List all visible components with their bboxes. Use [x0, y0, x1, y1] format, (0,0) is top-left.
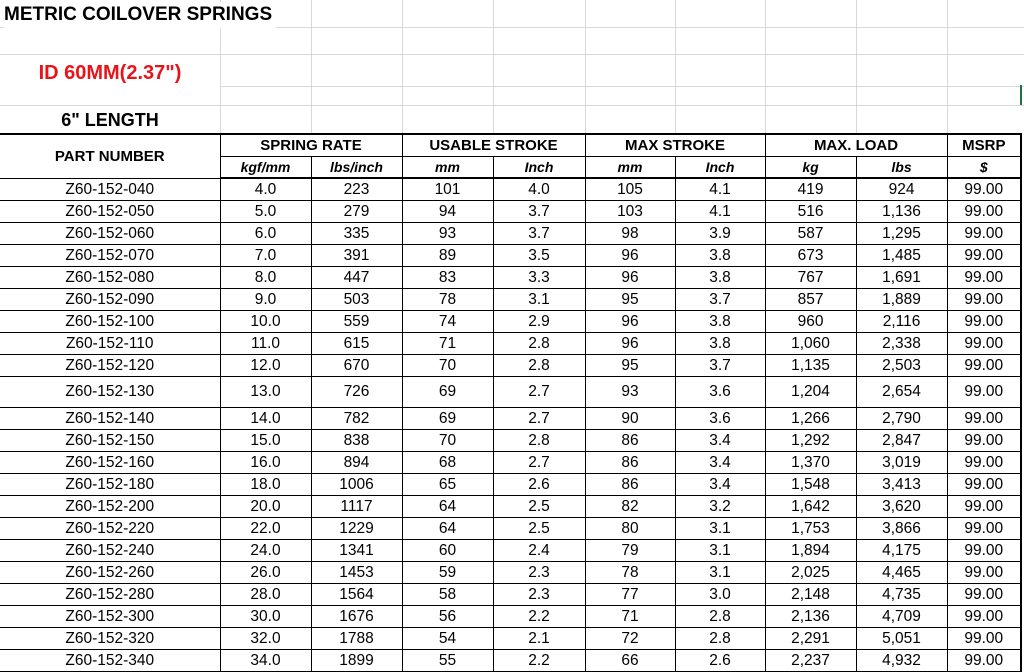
inner-diameter-label: ID 60MM(2.37") — [0, 58, 220, 88]
cell-max-stroke-mm[interactable]: 93 — [585, 377, 675, 408]
cell-max-stroke-mm[interactable]: 79 — [585, 540, 675, 562]
cell-max-load-lbs[interactable]: 3,620 — [856, 496, 947, 518]
cell-max-load-lbs[interactable]: 1,136 — [856, 201, 947, 223]
group-header-row — [0, 134, 1021, 157]
cell-max-stroke-inch[interactable]: 2.8 — [675, 606, 765, 628]
cell-max-load-lbs[interactable]: 2,847 — [856, 430, 947, 452]
cell-max-stroke-mm[interactable]: 98 — [585, 223, 675, 245]
cell-max-stroke-inch[interactable]: 3.8 — [675, 333, 765, 355]
cell-max-stroke-inch[interactable]: 4.1 — [675, 178, 765, 201]
cell-part-number[interactable]: Z60-152-080 — [0, 267, 220, 289]
cell-max-stroke-mm[interactable]: 95 — [585, 355, 675, 377]
cell-max-stroke-inch[interactable]: 4.1 — [675, 201, 765, 223]
cell-usable-stroke-inch[interactable]: 2.2 — [493, 606, 585, 628]
cell-max-load-kg[interactable]: 1,135 — [765, 355, 856, 377]
cell-max-stroke-mm[interactable]: 105 — [585, 178, 675, 201]
cell-usable-stroke-inch[interactable]: 3.3 — [493, 267, 585, 289]
cell-usable-stroke-mm[interactable]: 60 — [402, 540, 493, 562]
cell-spring-rate-lbs[interactable]: 335 — [311, 223, 402, 245]
cell-max-stroke-inch[interactable]: 3.8 — [675, 267, 765, 289]
unit-max-mm[interactable]: mm — [585, 157, 675, 179]
cell-msrp[interactable]: 99.00 — [947, 606, 1021, 628]
table-row — [0, 496, 1021, 518]
header-max-load[interactable]: MAX. LOAD — [765, 134, 947, 157]
cell-max-load-lbs[interactable]: 1,485 — [856, 245, 947, 267]
cell-max-load-kg[interactable]: 2,148 — [765, 584, 856, 606]
cell-part-number[interactable]: Z60-152-050 — [0, 201, 220, 223]
header-usable-stroke[interactable]: USABLE STROKE — [402, 134, 585, 157]
cell-usable-stroke-mm[interactable]: 94 — [402, 201, 493, 223]
table-row — [0, 562, 1021, 584]
cell-msrp[interactable]: 99.00 — [947, 518, 1021, 540]
unit-lbs-inch[interactable]: lbs/inch — [311, 157, 402, 179]
cell-usable-stroke-inch[interactable]: 2.6 — [493, 474, 585, 496]
cell-spring-rate-kgf[interactable]: 7.0 — [220, 245, 311, 267]
cell-spring-rate-lbs[interactable]: 894 — [311, 452, 402, 474]
cell-usable-stroke-mm[interactable]: 65 — [402, 474, 493, 496]
cell-spring-rate-lbs[interactable]: 1117 — [311, 496, 402, 518]
cell-max-load-lbs[interactable]: 2,503 — [856, 355, 947, 377]
cell-usable-stroke-mm[interactable]: 70 — [402, 430, 493, 452]
cell-max-load-lbs[interactable]: 3,866 — [856, 518, 947, 540]
cell-max-load-lbs[interactable]: 4,932 — [856, 650, 947, 672]
cell-usable-stroke-mm[interactable]: 70 — [402, 355, 493, 377]
header-max-stroke[interactable]: MAX STROKE — [585, 134, 765, 157]
table-row — [0, 518, 1021, 540]
cell-max-stroke-inch[interactable]: 3.8 — [675, 311, 765, 333]
cell-max-load-lbs[interactable]: 2,338 — [856, 333, 947, 355]
cell-usable-stroke-inch[interactable]: 2.3 — [493, 562, 585, 584]
cell-msrp[interactable]: 99.00 — [947, 311, 1021, 333]
cell-max-load-kg[interactable]: 2,136 — [765, 606, 856, 628]
table-row — [0, 452, 1021, 474]
table-row — [0, 430, 1021, 452]
cell-usable-stroke-inch[interactable]: 2.4 — [493, 540, 585, 562]
cell-max-stroke-inch[interactable]: 3.9 — [675, 223, 765, 245]
cell-usable-stroke-mm[interactable]: 64 — [402, 496, 493, 518]
cell-spring-rate-lbs[interactable]: 1006 — [311, 474, 402, 496]
spec-table-body — [0, 178, 1021, 672]
cell-max-stroke-mm[interactable]: 82 — [585, 496, 675, 518]
cell-max-stroke-inch[interactable]: 3.1 — [675, 540, 765, 562]
cell-spring-rate-lbs[interactable]: 726 — [311, 377, 402, 408]
cell-part-number[interactable]: Z60-152-260 — [0, 562, 220, 584]
table-row — [0, 223, 1021, 245]
cell-max-load-lbs[interactable]: 4,175 — [856, 540, 947, 562]
cell-spring-rate-kgf[interactable]: 30.0 — [220, 606, 311, 628]
cell-max-stroke-mm[interactable]: 86 — [585, 452, 675, 474]
cell-msrp[interactable]: 99.00 — [947, 650, 1021, 672]
cell-spring-rate-kgf[interactable]: 15.0 — [220, 430, 311, 452]
cell-spring-rate-lbs[interactable]: 503 — [311, 289, 402, 311]
cell-usable-stroke-inch[interactable]: 3.5 — [493, 245, 585, 267]
cell-max-load-kg[interactable]: 1,548 — [765, 474, 856, 496]
sheet-title: METRIC COILOVER SPRINGS — [4, 2, 276, 28]
cell-max-load-lbs[interactable]: 4,465 — [856, 562, 947, 584]
table-row — [0, 267, 1021, 289]
cell-usable-stroke-mm[interactable]: 71 — [402, 333, 493, 355]
cell-max-stroke-inch[interactable]: 2.6 — [675, 650, 765, 672]
cell-part-number[interactable]: Z60-152-150 — [0, 430, 220, 452]
cell-max-load-lbs[interactable]: 3,019 — [856, 452, 947, 474]
table-row — [0, 201, 1021, 223]
cell-usable-stroke-inch[interactable]: 2.5 — [493, 518, 585, 540]
table-row — [0, 606, 1021, 628]
cell-max-stroke-inch[interactable]: 3.6 — [675, 377, 765, 408]
cell-usable-stroke-inch[interactable]: 2.8 — [493, 355, 585, 377]
cell-max-load-lbs[interactable]: 924 — [856, 178, 947, 201]
cell-spring-rate-lbs[interactable]: 1788 — [311, 628, 402, 650]
cell-max-load-lbs[interactable]: 4,709 — [856, 606, 947, 628]
cell-usable-stroke-inch[interactable]: 2.8 — [493, 430, 585, 452]
cell-max-load-kg[interactable]: 857 — [765, 289, 856, 311]
cell-usable-stroke-inch[interactable]: 2.1 — [493, 628, 585, 650]
cell-usable-stroke-mm[interactable]: 69 — [402, 408, 493, 430]
cell-part-number[interactable]: Z60-152-140 — [0, 408, 220, 430]
cell-max-stroke-inch[interactable]: 3.6 — [675, 408, 765, 430]
cell-max-stroke-inch[interactable]: 3.2 — [675, 496, 765, 518]
cell-spring-rate-kgf[interactable]: 12.0 — [220, 355, 311, 377]
unit-load-lbs[interactable]: lbs — [856, 157, 947, 179]
cell-spring-rate-lbs[interactable]: 447 — [311, 267, 402, 289]
cell-part-number[interactable]: Z60-152-200 — [0, 496, 220, 518]
cell-usable-stroke-mm[interactable]: 68 — [402, 452, 493, 474]
gridline — [0, 105, 1024, 106]
cell-usable-stroke-mm[interactable]: 74 — [402, 311, 493, 333]
active-cell-marker[interactable] — [1020, 85, 1024, 105]
cell-max-stroke-mm[interactable]: 71 — [585, 606, 675, 628]
table-row — [0, 289, 1021, 311]
header-spring-rate[interactable]: SPRING RATE — [220, 134, 402, 157]
table-row — [0, 474, 1021, 496]
cell-msrp[interactable]: 99.00 — [947, 496, 1021, 518]
cell-msrp[interactable]: 99.00 — [947, 201, 1021, 223]
cell-spring-rate-lbs[interactable]: 615 — [311, 333, 402, 355]
cell-spring-rate-kgf[interactable]: 32.0 — [220, 628, 311, 650]
cell-part-number[interactable]: Z60-152-100 — [0, 311, 220, 333]
cell-usable-stroke-inch[interactable]: 2.7 — [493, 452, 585, 474]
gridline — [0, 54, 1024, 55]
cell-usable-stroke-mm[interactable]: 83 — [402, 267, 493, 289]
cell-max-load-kg[interactable]: 587 — [765, 223, 856, 245]
cell-part-number[interactable]: Z60-152-320 — [0, 628, 220, 650]
table-row — [0, 408, 1021, 430]
cell-spring-rate-lbs[interactable]: 279 — [311, 201, 402, 223]
table-row — [0, 178, 1021, 201]
cell-max-load-kg[interactable]: 2,237 — [765, 650, 856, 672]
cell-max-load-kg[interactable]: 1,370 — [765, 452, 856, 474]
cell-msrp[interactable]: 99.00 — [947, 377, 1021, 408]
cell-usable-stroke-inch[interactable]: 3.1 — [493, 289, 585, 311]
cell-usable-stroke-inch[interactable]: 2.2 — [493, 650, 585, 672]
cell-max-stroke-mm[interactable]: 96 — [585, 267, 675, 289]
cell-part-number[interactable]: Z60-152-060 — [0, 223, 220, 245]
gridline — [856, 0, 857, 133]
cell-msrp[interactable]: 99.00 — [947, 474, 1021, 496]
cell-spring-rate-kgf[interactable]: 4.0 — [220, 178, 311, 201]
gridline — [402, 0, 403, 133]
cell-usable-stroke-inch[interactable]: 2.7 — [493, 377, 585, 408]
cell-spring-rate-kgf[interactable]: 11.0 — [220, 333, 311, 355]
unit-msrp-dollar[interactable]: $ — [947, 157, 1021, 179]
cell-usable-stroke-inch[interactable]: 2.7 — [493, 408, 585, 430]
cell-max-stroke-inch[interactable]: 3.1 — [675, 562, 765, 584]
cell-usable-stroke-inch[interactable]: 3.7 — [493, 201, 585, 223]
cell-usable-stroke-mm[interactable]: 64 — [402, 518, 493, 540]
cell-msrp[interactable]: 99.00 — [947, 223, 1021, 245]
cell-max-load-lbs[interactable]: 4,735 — [856, 584, 947, 606]
cell-max-stroke-mm[interactable]: 96 — [585, 311, 675, 333]
cell-max-load-lbs[interactable]: 2,654 — [856, 377, 947, 408]
cell-max-stroke-mm[interactable]: 78 — [585, 562, 675, 584]
cell-msrp[interactable]: 99.00 — [947, 408, 1021, 430]
cell-spring-rate-kgf[interactable]: 14.0 — [220, 408, 311, 430]
cell-max-load-lbs[interactable]: 1,295 — [856, 223, 947, 245]
cell-msrp[interactable]: 99.00 — [947, 540, 1021, 562]
cell-spring-rate-lbs[interactable]: 223 — [311, 178, 402, 201]
cell-usable-stroke-inch[interactable]: 2.9 — [493, 311, 585, 333]
table-row — [0, 355, 1021, 377]
cell-part-number[interactable]: Z60-152-120 — [0, 355, 220, 377]
cell-spring-rate-lbs[interactable]: 1453 — [311, 562, 402, 584]
cell-part-number[interactable]: Z60-152-280 — [0, 584, 220, 606]
cell-spring-rate-kgf[interactable]: 9.0 — [220, 289, 311, 311]
cell-max-load-kg[interactable]: 1,204 — [765, 377, 856, 408]
cell-max-load-lbs[interactable]: 5,051 — [856, 628, 947, 650]
cell-max-load-kg[interactable]: 1,894 — [765, 540, 856, 562]
cell-max-stroke-mm[interactable]: 96 — [585, 333, 675, 355]
cell-usable-stroke-mm[interactable]: 69 — [402, 377, 493, 408]
cell-usable-stroke-inch[interactable]: 2.3 — [493, 584, 585, 606]
cell-msrp[interactable]: 99.00 — [947, 245, 1021, 267]
table-row — [0, 628, 1021, 650]
cell-part-number[interactable]: Z60-152-300 — [0, 606, 220, 628]
gridline — [311, 0, 312, 133]
cell-max-load-kg[interactable]: 1,642 — [765, 496, 856, 518]
cell-max-load-kg[interactable]: 673 — [765, 245, 856, 267]
cell-part-number[interactable]: Z60-152-110 — [0, 333, 220, 355]
cell-msrp[interactable]: 99.00 — [947, 584, 1021, 606]
cell-max-load-kg[interactable]: 960 — [765, 311, 856, 333]
cell-usable-stroke-mm[interactable]: 93 — [402, 223, 493, 245]
cell-spring-rate-kgf[interactable]: 24.0 — [220, 540, 311, 562]
cell-spring-rate-lbs[interactable]: 838 — [311, 430, 402, 452]
header-part-number[interactable]: PART NUMBER — [0, 134, 220, 178]
cell-max-stroke-mm[interactable]: 72 — [585, 628, 675, 650]
cell-spring-rate-lbs[interactable]: 1899 — [311, 650, 402, 672]
cell-spring-rate-kgf[interactable]: 5.0 — [220, 201, 311, 223]
cell-usable-stroke-mm[interactable]: 56 — [402, 606, 493, 628]
cell-usable-stroke-inch[interactable]: 2.8 — [493, 333, 585, 355]
cell-max-stroke-inch[interactable]: 3.0 — [675, 584, 765, 606]
unit-load-kg[interactable]: kg — [765, 157, 856, 179]
gridline — [947, 0, 948, 133]
cell-max-load-kg[interactable]: 2,291 — [765, 628, 856, 650]
gridline — [765, 0, 766, 133]
cell-spring-rate-lbs[interactable]: 1676 — [311, 606, 402, 628]
cell-max-load-lbs[interactable]: 1,889 — [856, 289, 947, 311]
cell-usable-stroke-mm[interactable]: 55 — [402, 650, 493, 672]
cell-spring-rate-kgf[interactable]: 16.0 — [220, 452, 311, 474]
cell-max-load-lbs[interactable]: 3,413 — [856, 474, 947, 496]
cell-spring-rate-lbs[interactable]: 670 — [311, 355, 402, 377]
cell-usable-stroke-mm[interactable]: 89 — [402, 245, 493, 267]
cell-max-stroke-inch[interactable]: 3.4 — [675, 474, 765, 496]
cell-msrp[interactable]: 99.00 — [947, 562, 1021, 584]
cell-usable-stroke-mm[interactable]: 58 — [402, 584, 493, 606]
cell-part-number[interactable]: Z60-152-070 — [0, 245, 220, 267]
cell-usable-stroke-mm[interactable]: 78 — [402, 289, 493, 311]
cell-max-stroke-mm[interactable]: 80 — [585, 518, 675, 540]
cell-part-number[interactable]: Z60-152-160 — [0, 452, 220, 474]
unit-kgf-mm[interactable]: kgf/mm — [220, 157, 311, 179]
cell-spring-rate-kgf[interactable]: 20.0 — [220, 496, 311, 518]
cell-part-number[interactable]: Z60-152-040 — [0, 178, 220, 201]
cell-max-stroke-inch[interactable]: 3.4 — [675, 452, 765, 474]
cell-msrp[interactable]: 99.00 — [947, 178, 1021, 201]
cell-max-stroke-mm[interactable]: 96 — [585, 245, 675, 267]
cell-spring-rate-kgf[interactable]: 18.0 — [220, 474, 311, 496]
cell-spring-rate-lbs[interactable]: 782 — [311, 408, 402, 430]
cell-part-number[interactable]: Z60-152-220 — [0, 518, 220, 540]
gridline — [493, 0, 494, 133]
cell-max-load-lbs[interactable]: 2,790 — [856, 408, 947, 430]
cell-msrp[interactable]: 99.00 — [947, 289, 1021, 311]
cell-max-load-kg[interactable]: 767 — [765, 267, 856, 289]
cell-spring-rate-kgf[interactable]: 6.0 — [220, 223, 311, 245]
cell-spring-rate-kgf[interactable]: 8.0 — [220, 267, 311, 289]
cell-max-load-kg[interactable]: 1,060 — [765, 333, 856, 355]
cell-msrp[interactable]: 99.00 — [947, 333, 1021, 355]
cell-max-load-kg[interactable]: 516 — [765, 201, 856, 223]
cell-max-load-lbs[interactable]: 1,691 — [856, 267, 947, 289]
cell-spring-rate-lbs[interactable]: 1229 — [311, 518, 402, 540]
unit-max-inch[interactable]: Inch — [675, 157, 765, 179]
cell-part-number[interactable]: Z60-152-180 — [0, 474, 220, 496]
cell-max-stroke-mm[interactable]: 95 — [585, 289, 675, 311]
cell-part-number[interactable]: Z60-152-340 — [0, 650, 220, 672]
cell-max-stroke-inch[interactable]: 3.1 — [675, 518, 765, 540]
cell-max-load-kg[interactable]: 1,292 — [765, 430, 856, 452]
cell-spring-rate-kgf[interactable]: 28.0 — [220, 584, 311, 606]
cell-usable-stroke-mm[interactable]: 54 — [402, 628, 493, 650]
cell-part-number[interactable]: Z60-152-090 — [0, 289, 220, 311]
cell-max-stroke-inch[interactable]: 3.4 — [675, 430, 765, 452]
cell-usable-stroke-mm[interactable]: 59 — [402, 562, 493, 584]
cell-msrp[interactable]: 99.00 — [947, 267, 1021, 289]
header-msrp[interactable]: MSRP — [947, 134, 1021, 157]
cell-max-stroke-inch[interactable]: 3.7 — [675, 355, 765, 377]
cell-max-stroke-mm[interactable]: 103 — [585, 201, 675, 223]
table-row — [0, 650, 1021, 672]
cell-spring-rate-kgf[interactable]: 10.0 — [220, 311, 311, 333]
cell-usable-stroke-inch[interactable]: 2.5 — [493, 496, 585, 518]
cell-max-stroke-inch[interactable]: 2.8 — [675, 628, 765, 650]
table-row — [0, 584, 1021, 606]
unit-usable-inch[interactable]: Inch — [493, 157, 585, 179]
cell-spring-rate-lbs[interactable]: 1341 — [311, 540, 402, 562]
cell-max-stroke-mm[interactable]: 77 — [585, 584, 675, 606]
table-row — [0, 540, 1021, 562]
cell-part-number[interactable]: Z60-152-130 — [0, 377, 220, 408]
cell-msrp[interactable]: 99.00 — [947, 355, 1021, 377]
cell-max-stroke-mm[interactable]: 90 — [585, 408, 675, 430]
cell-spring-rate-kgf[interactable]: 26.0 — [220, 562, 311, 584]
cell-max-load-kg[interactable]: 1,266 — [765, 408, 856, 430]
table-row — [0, 333, 1021, 355]
cell-spring-rate-lbs[interactable]: 559 — [311, 311, 402, 333]
cell-spring-rate-kgf[interactable]: 34.0 — [220, 650, 311, 672]
cell-msrp[interactable]: 99.00 — [947, 430, 1021, 452]
unit-usable-mm[interactable]: mm — [402, 157, 493, 179]
cell-max-stroke-mm[interactable]: 66 — [585, 650, 675, 672]
cell-max-load-kg[interactable]: 1,753 — [765, 518, 856, 540]
length-label: 6" LENGTH — [61, 110, 159, 130]
cell-max-load-kg[interactable]: 2,025 — [765, 562, 856, 584]
gridline — [585, 0, 586, 133]
table-row — [0, 245, 1021, 267]
cell-msrp[interactable]: 99.00 — [947, 628, 1021, 650]
table-row — [0, 311, 1021, 333]
cell-max-stroke-mm[interactable]: 86 — [585, 474, 675, 496]
cell-spring-rate-kgf[interactable]: 13.0 — [220, 377, 311, 408]
cell-max-load-kg[interactable]: 419 — [765, 178, 856, 201]
cell-usable-stroke-mm[interactable]: 101 — [402, 178, 493, 201]
cell-usable-stroke-inch[interactable]: 4.0 — [493, 178, 585, 201]
cell-max-stroke-inch[interactable]: 3.8 — [675, 245, 765, 267]
cell-spring-rate-lbs[interactable]: 391 — [311, 245, 402, 267]
cell-part-number[interactable]: Z60-152-240 — [0, 540, 220, 562]
cell-max-load-lbs[interactable]: 2,116 — [856, 311, 947, 333]
table-row — [0, 377, 1021, 408]
cell-spring-rate-kgf[interactable]: 22.0 — [220, 518, 311, 540]
cell-msrp[interactable]: 99.00 — [947, 452, 1021, 474]
cell-usable-stroke-inch[interactable]: 3.7 — [493, 223, 585, 245]
gridline — [675, 0, 676, 133]
spring-spec-table — [0, 133, 1022, 672]
cell-max-stroke-inch[interactable]: 3.7 — [675, 289, 765, 311]
cell-spring-rate-lbs[interactable]: 1564 — [311, 584, 402, 606]
cell-max-stroke-mm[interactable]: 86 — [585, 430, 675, 452]
